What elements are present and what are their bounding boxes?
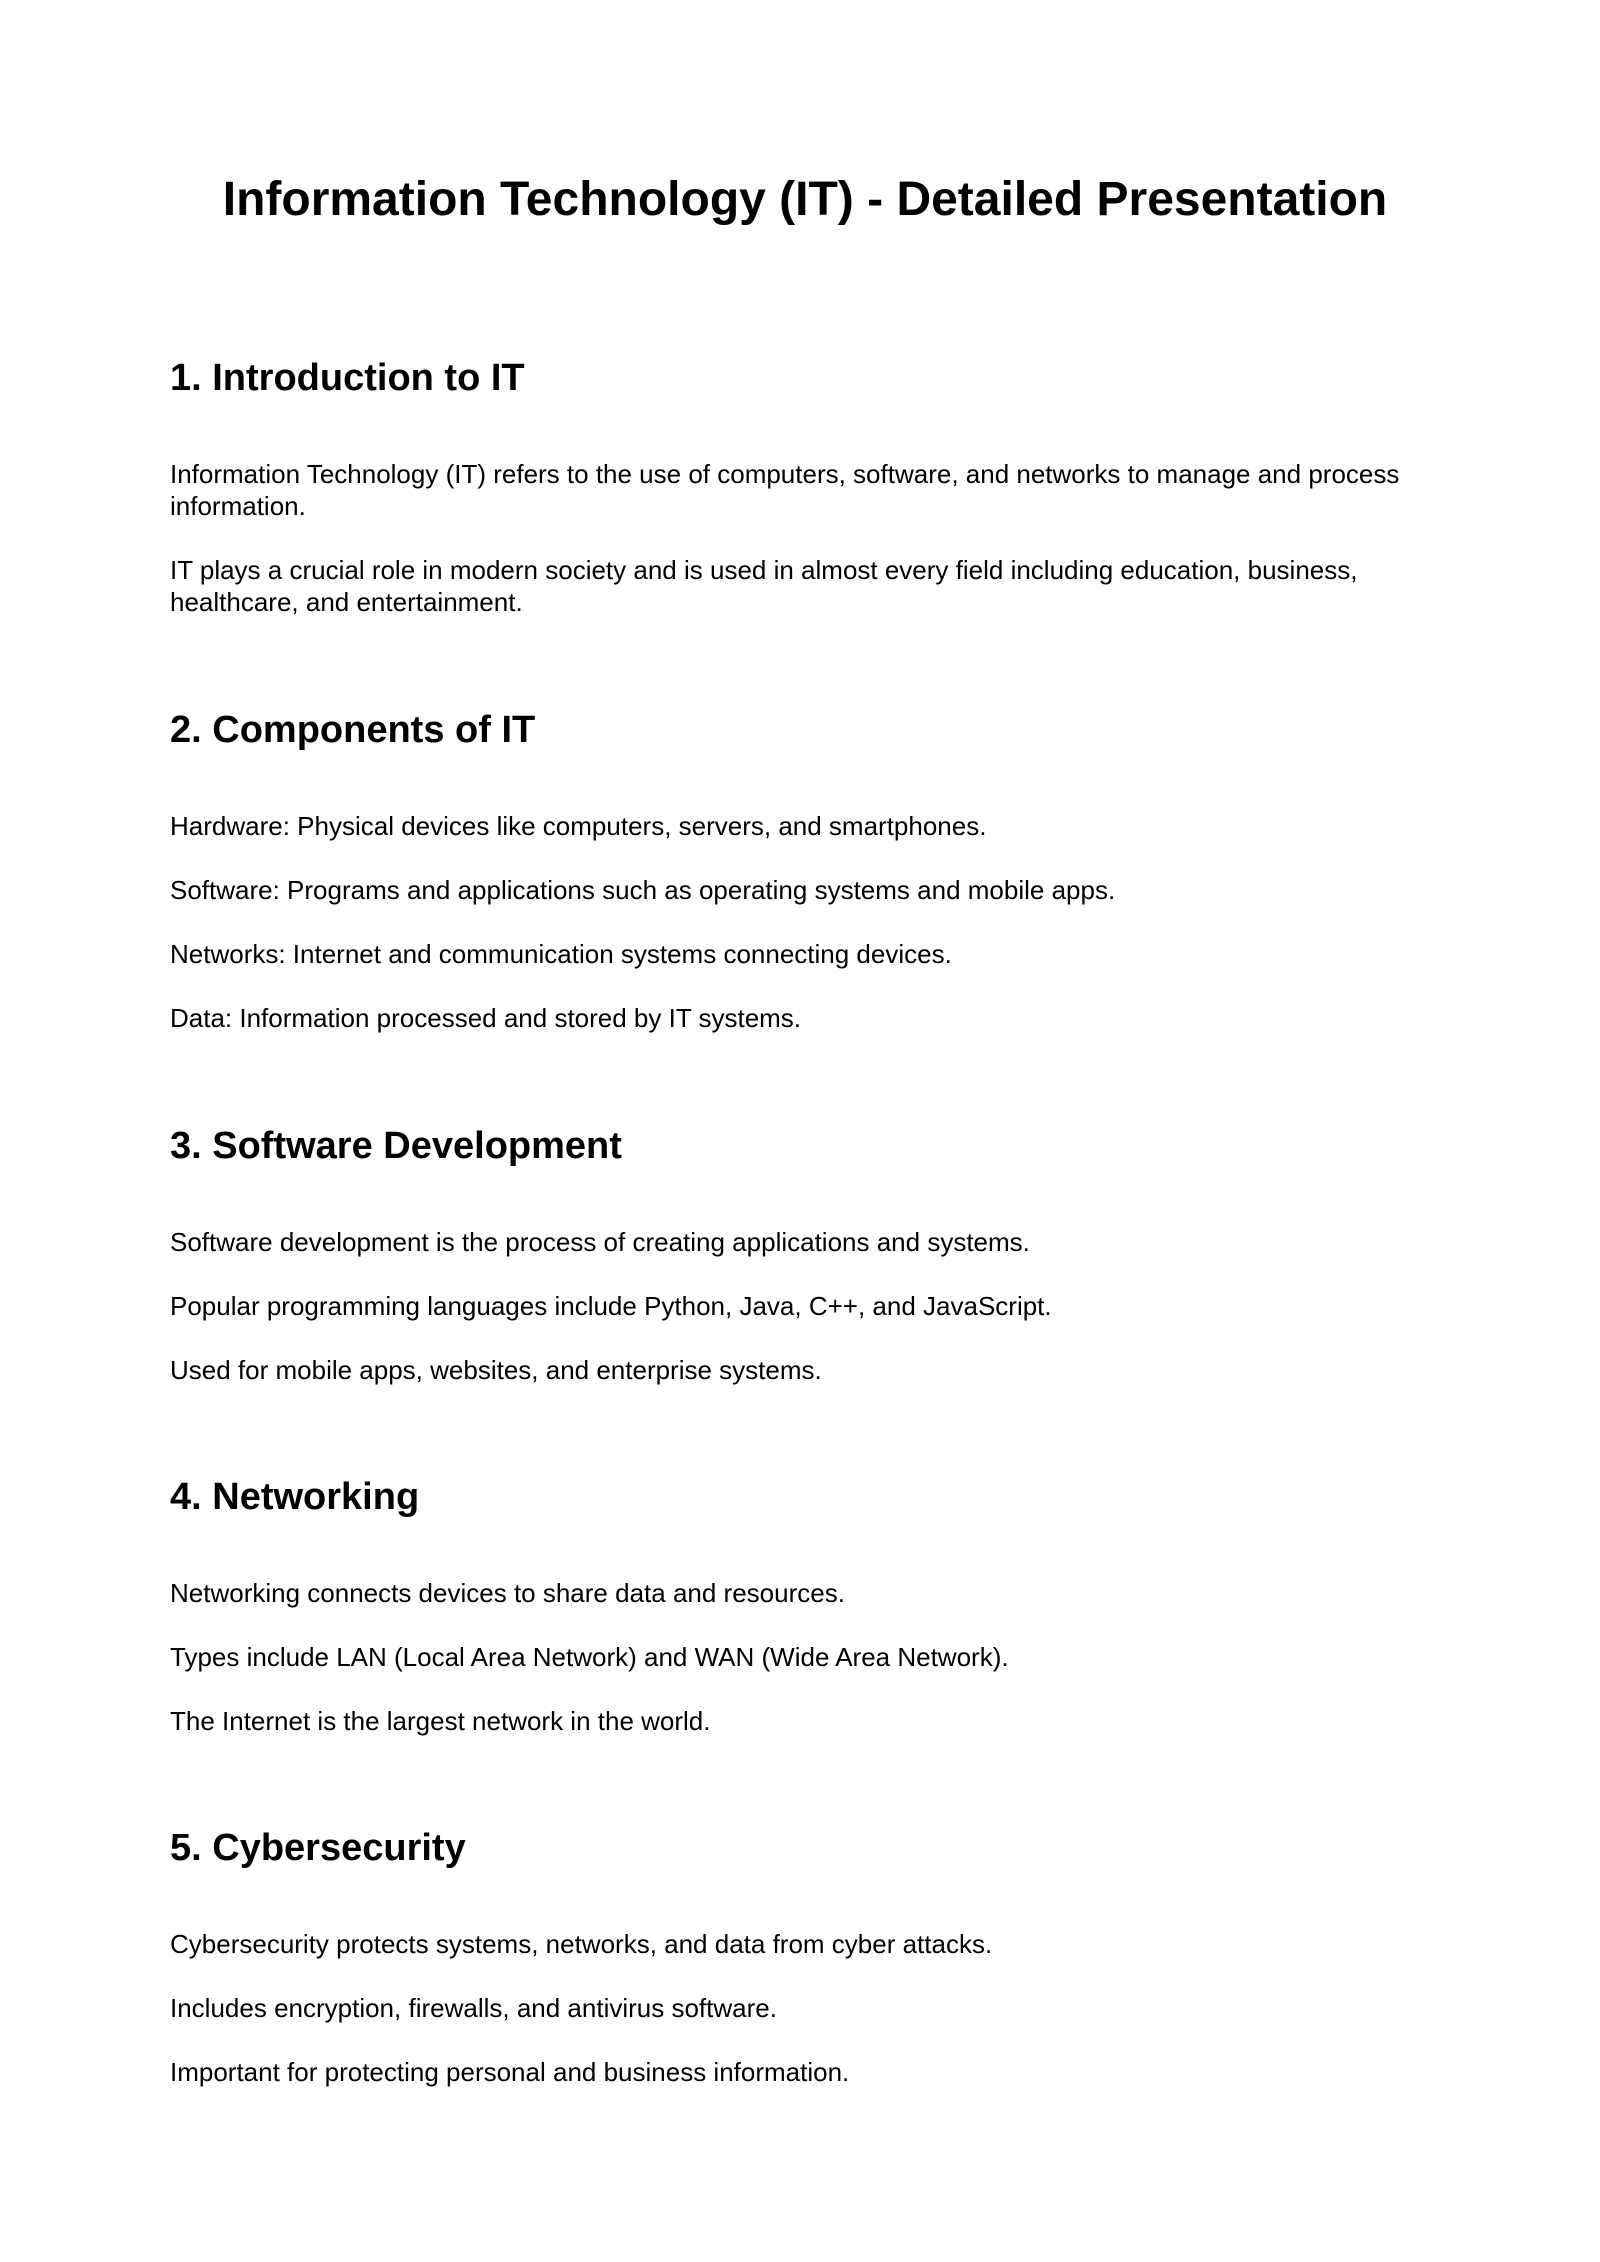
section-heading: 3. Software Development	[170, 1125, 622, 1167]
section-cybersecurity	[170, 1825, 1440, 2087]
paragraph: Hardware: Physical devices like computers, servers, and smartphones.	[170, 811, 987, 841]
section-heading: 1. Introduction to IT	[170, 357, 525, 399]
section-introduction	[170, 355, 1440, 617]
paragraph: Includes encryption, firewalls, and antivirus software.	[170, 1993, 777, 2023]
section-components	[170, 707, 1440, 1033]
section-software-development	[170, 1123, 1440, 1385]
section-heading: 5. Cybersecurity	[170, 1827, 466, 1869]
paragraph: Types include LAN (Local Area Network) and WAN (Wide Area Network).	[170, 1642, 1009, 1672]
section-heading: 4. Networking	[170, 1476, 420, 1518]
paragraph: The Internet is the largest network in the world.	[170, 1706, 711, 1736]
paragraph: Information Technology (IT) refers to the use of computers, software, and networks to manage and process information.	[170, 459, 1400, 521]
document-title: Information Technology (IT) - Detailed Presentation	[222, 173, 1388, 226]
paragraph: Data: Information processed and stored by IT systems.	[170, 1003, 802, 1033]
paragraph: Popular programming languages include Python, Java, C++, and JavaScript.	[170, 1291, 1052, 1321]
section-networking	[170, 1474, 1440, 1736]
paragraph: Software: Programs and applications such as operating systems and mobile apps.	[170, 875, 1116, 905]
section-heading: 2. Components of IT	[170, 709, 536, 751]
paragraph: IT plays a crucial role in modern society and is used in almost every field including education, business, healthcare, and entertainment.	[170, 555, 1358, 617]
paragraph: Important for protecting personal and business information.	[170, 2057, 850, 2087]
paragraph: Used for mobile apps, websites, and enterprise systems.	[170, 1355, 822, 1385]
paragraph: Cybersecurity protects systems, networks, and data from cyber attacks.	[170, 1929, 993, 1959]
paragraph: Software development is the process of creating applications and systems.	[170, 1227, 1030, 1257]
paragraph: Networks: Internet and communication systems connecting devices.	[170, 939, 952, 969]
paragraph: Networking connects devices to share data and resources.	[170, 1578, 845, 1608]
